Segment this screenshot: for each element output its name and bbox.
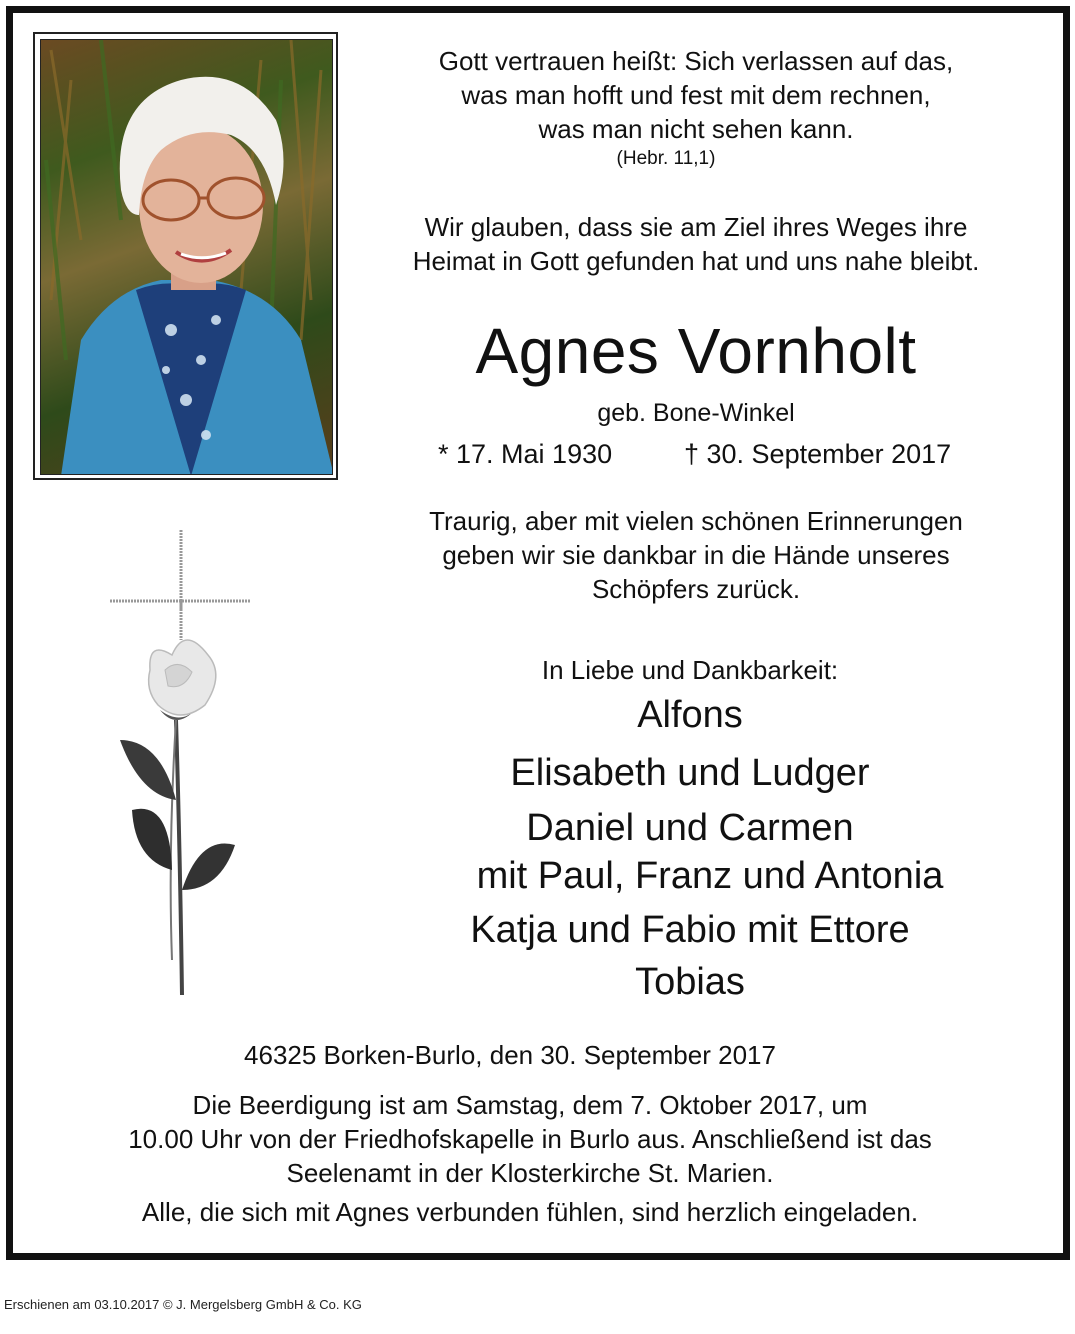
family-member: Katja und Fabio mit Ettore xyxy=(470,909,910,951)
funeral-line: 10.00 Uhr von der Friedhofskapelle in Burlo aus. Anschließend ist das xyxy=(128,1124,932,1154)
portrait-photo xyxy=(40,39,333,475)
cross-icon xyxy=(105,530,255,610)
quote-reference: (Hebr. 11,1) xyxy=(616,148,716,169)
rose-icon xyxy=(110,600,250,1000)
portrait-frame xyxy=(33,32,338,480)
mourning-line: Traurig, aber mit vielen schönen Erinnerungen xyxy=(429,506,963,536)
quote-line: was man hofft und fest mit dem rechnen, xyxy=(461,80,931,110)
belief-line: Heimat in Gott gefunden hat und uns nahe bleibt. xyxy=(412,246,980,276)
family-member: Daniel und Carmen xyxy=(526,807,854,849)
mourning-line: geben wir sie dankbar in die Hände unseres xyxy=(442,540,950,570)
family-member: mit Paul, Franz und Antonia xyxy=(476,855,944,897)
place-date: 46325 Borken-Burlo, den 30. September 2017 xyxy=(244,1040,776,1070)
family-intro: In Liebe und Dankbarkeit: xyxy=(541,655,839,685)
death-date: † 30. September 2017 xyxy=(684,439,952,469)
funeral-line: Seelenamt in der Klosterkirche St. Marien. xyxy=(286,1158,774,1188)
family-member: Alfons xyxy=(637,694,743,736)
birth-name: geb. Bone-Winkel xyxy=(597,399,795,427)
quote-line: was man nicht sehen kann. xyxy=(538,114,854,144)
quote-line: Gott vertrauen heißt: Sich verlassen auf das, xyxy=(438,46,954,76)
invitation: Alle, die sich mit Agnes verbunden fühlen, sind herzlich eingeladen. xyxy=(141,1197,919,1227)
family-member: Tobias xyxy=(635,961,745,1003)
mourning-line: Schöpfers zurück. xyxy=(591,574,801,604)
family-member: Elisabeth und Ludger xyxy=(510,752,870,794)
birth-date: * 17. Mai 1930 xyxy=(438,439,613,469)
publication-note: Erschienen am 03.10.2017 © J. Mergelsberg GmbH & Co. KG xyxy=(4,1297,362,1312)
deceased-name: Agnes Vornholt xyxy=(475,315,917,387)
belief-line: Wir glauben, dass sie am Ziel ihres Weges ihre xyxy=(424,212,968,242)
funeral-line: Die Beerdigung ist am Samstag, dem 7. Oktober 2017, um xyxy=(192,1090,868,1120)
